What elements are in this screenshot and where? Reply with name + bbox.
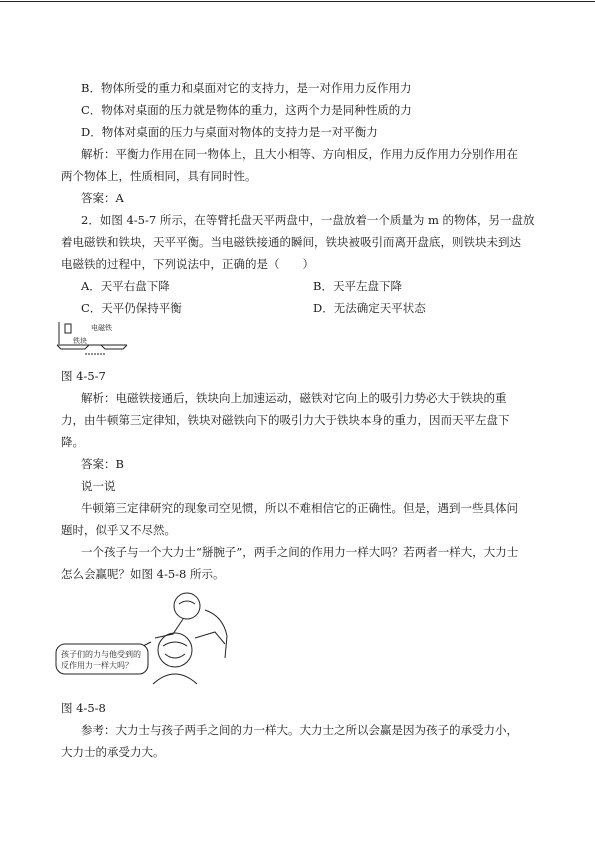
- answer1: 答案：A: [81, 191, 124, 205]
- arm-wrestling-figure: [55, 586, 240, 696]
- right-pan: [101, 345, 127, 349]
- adult-torso: [153, 674, 197, 684]
- child-arm: [155, 619, 183, 638]
- talk-p2-line1: 一个孩子与一个大力士“掰腕子”，两手之间的作用力一样大吗？若两者一样大，大力士: [81, 545, 519, 559]
- child-head: [174, 593, 200, 619]
- figure2-caption: 图 4-5-8: [61, 701, 106, 715]
- question2-line1: 2．如图 4-5-7 所示，在等臂托盘天平两盘中，一盘放着一个质量为 m 的物体，另一盘放: [81, 213, 535, 227]
- option-c-prev: C．物体对桌面的压力就是物体的重力，这两个力是同种性质的力: [81, 103, 412, 117]
- talk-p1-line2: 题时，似乎又不尽然。: [61, 523, 176, 537]
- question2-line3: 电磁铁的过程中，下列说法中，正确的是（ ）: [61, 257, 314, 271]
- forearm-lock: [195, 632, 225, 644]
- question2-option-b: B．天平左盘下降: [313, 279, 402, 293]
- talk-p2-line2: 怎么会赢呢？如图 4-5-8 所示。: [61, 567, 225, 581]
- analysis1-line2: 两个物体上，性质相同，具有同时性。: [61, 169, 257, 183]
- bubble-line2: 反作用力一样大吗？: [61, 661, 133, 670]
- reference-line1: 参考：大力士与孩子两手之间的力一样大。大力士之所以会赢是因为孩子的承受力小，: [81, 723, 518, 737]
- analysis1-line1: 解析：平衡力作用在同一物体上，且大小相等、方向相反，作用力反作用力分别作用在: [81, 147, 518, 161]
- adult-head: [158, 633, 192, 667]
- child-hair: [179, 601, 195, 604]
- talk-p1-line1: 牛顿第三定律研究的现象司空见惯，所以不难相信它的正确性。但是，遇到一些具体问: [81, 501, 518, 515]
- figure-label-iron: 铁块: [73, 337, 87, 345]
- left-pan: [57, 345, 89, 349]
- analysis2-line2: 力，由牛顿第三定律知，铁块对磁铁向下的吸引力大于铁块本身的重力，因而天平左盘下: [61, 413, 510, 427]
- question2-line2: 着电磁铁和铁块，天平平衡。当电磁铁接通的瞬间，铁块被吸引而离开盘底，则铁块未到达: [61, 235, 521, 249]
- figure-label-magnet: 电磁铁: [91, 324, 112, 332]
- bubble-line1: 孩子们的力与他受到的: [61, 650, 141, 659]
- reference-line2: 大力士的承受力大。: [61, 745, 165, 759]
- question2-option-d: D．无法确定天平状态: [313, 301, 426, 315]
- question2-option-a: A．天平右盘下降: [81, 279, 170, 293]
- option-b-prev: B．物体所受的重力和桌面对它的支持力，是一对作用力反作用力: [81, 81, 412, 95]
- figure1-caption: 图 4-5-7: [61, 369, 106, 383]
- adult-face: [163, 642, 187, 658]
- balance-figure: [55, 318, 137, 360]
- talk-heading: 说一说: [81, 479, 116, 493]
- object-block: [65, 324, 71, 333]
- analysis2-line1: 解析：电磁铁接通后，铁块向上加速运动，磁铁对它向上的吸引力势必大于铁块的重: [81, 391, 507, 405]
- option-d-prev: D．物体对桌面的压力与桌面对物体的支持力是一对平衡力: [81, 125, 378, 139]
- answer2: 答案：B: [81, 457, 124, 471]
- page-top-rule: [0, 1, 595, 2]
- analysis2-line3: 降。: [61, 435, 84, 449]
- question2-option-c: C．天平仍保持平衡: [81, 301, 182, 315]
